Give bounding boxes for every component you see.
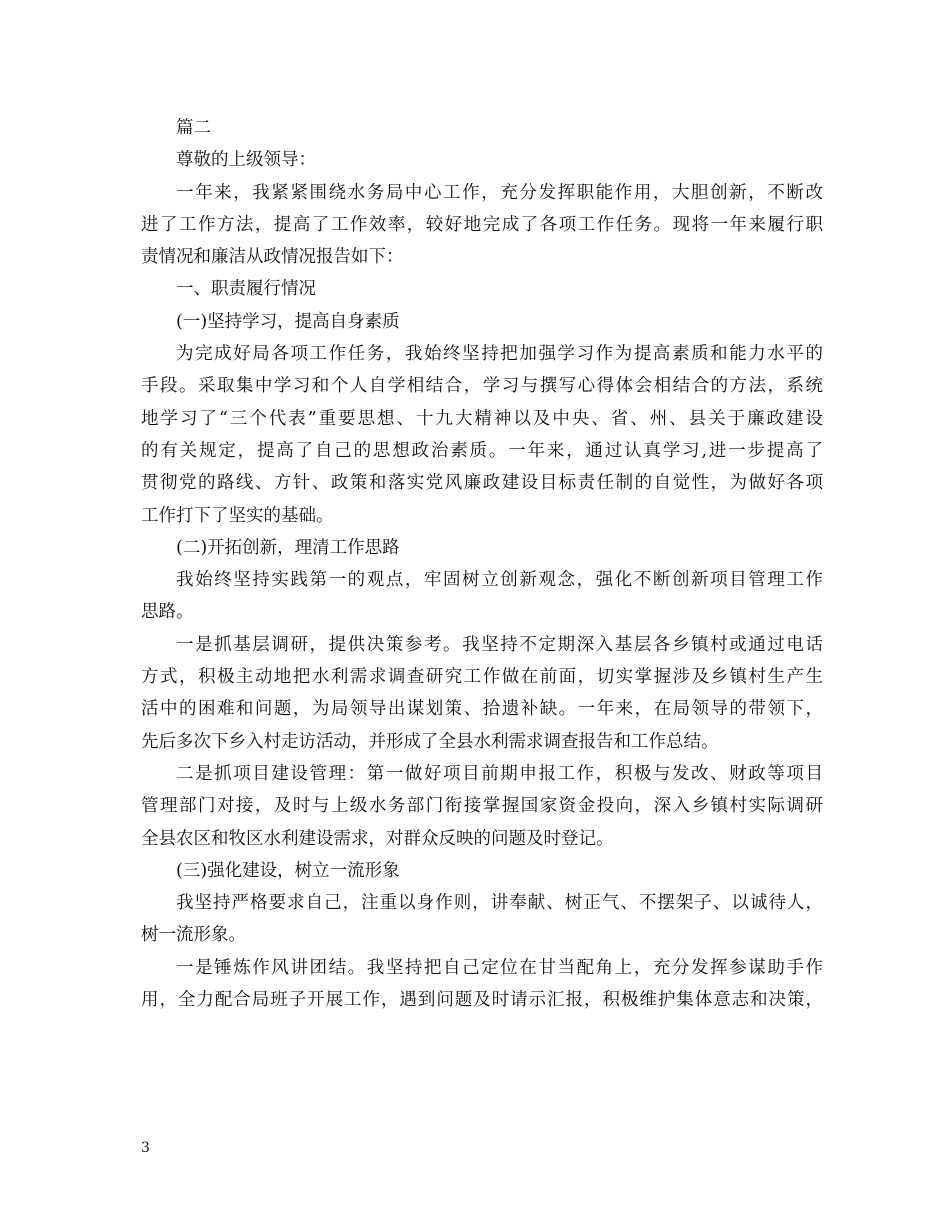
paragraph-line: 树一流形象。 (141, 925, 246, 946)
subsection-heading: (三)强化建设，树立一流形象 (176, 860, 400, 881)
paragraph-line: 活中的困难和问题，为局领导出谋划策、拾遗补缺。一年来，在局领导的带领下， (141, 699, 823, 720)
paragraph-line: 手段。采取集中学习和个人自学相结合，学习与撰写心得体会相结合的方法，系统 (141, 376, 823, 397)
paragraph-line: 我始终坚持实践第一的观点，牢固树立创新观念，强化不断创新项目管理工作 (176, 570, 823, 591)
paragraph-line: 一是锤炼作风讲团结。我坚持把自己定位在甘当配角上，充分发挥参谋助手作 (176, 957, 823, 978)
section-heading: 篇二 (176, 118, 211, 138)
paragraph-line: 一是抓基层调研，提供决策参考。我坚持不定期深入基层各乡镇村或通过电话 (176, 634, 823, 655)
salutation: 尊敬的上级领导： (176, 150, 316, 171)
paragraph-line: 一年来，我紧紧围绕水务局中心工作，充分发挥职能作用，大胆创新，不断改 (176, 182, 823, 203)
paragraph-line: 先后多次下乡入村走访活动，并形成了全县水利需求调查报告和工作总结。 (141, 731, 719, 752)
paragraph-line: 管理部门对接，及时与上级水务部门衔接掌握国家资金投向，深入乡镇村实际调研 (141, 796, 823, 817)
page-number: 3 (141, 1140, 150, 1156)
paragraph-line: 用，全力配合局班子开展工作，遇到问题及时请示汇报，积极维护集体意志和决策， (141, 990, 823, 1011)
subsection-heading: 一、职责履行情况 (176, 279, 316, 300)
paragraph-line: 我坚持严格要求自己，注重以身作则，讲奉献、树正气、不摆架子、以诚待人， (176, 893, 823, 914)
subsection-heading: (一)坚持学习，提高自身素质 (176, 311, 400, 332)
paragraph-line: 方式，积极主动地把水利需求调查研究工作做在前面，切实掌握涉及乡镇村生产生 (141, 667, 823, 688)
paragraph-line: 贯彻党的路线、方针、政策和落实党风廉政建设目标责任制的自觉性，为做好各项 (141, 473, 823, 494)
paragraph-line: 为完成好局各项工作任务，我始终坚持把加强学习作为提高素质和能力水平的 (176, 344, 823, 365)
paragraph-line: 地学习了“三个代表”重要思想、十九大精神以及中央、省、州、县关于廉政建设 (141, 408, 823, 429)
document-body (141, 112, 823, 1016)
paragraph-line: 的有关规定，提高了自己的思想政治素质。一年来，通过认真学习,进一步提高了 (141, 440, 823, 461)
paragraph-line: 全县农区和牧区水利建设需求，对群众反映的问题及时登记。 (141, 828, 614, 849)
paragraph-line: 进了工作方法，提高了工作效率，较好地完成了各项工作任务。现将一年来履行职 (141, 214, 823, 235)
paragraph-line: 思路。 (141, 602, 194, 623)
paragraph-line: 二是抓项目建设管理：第一做好项目前期申报工作，积极与发改、财政等项目 (176, 763, 823, 784)
subsection-heading: (二)开拓创新，理清工作思路 (176, 537, 400, 558)
paragraph-line: 工作打下了坚实的基础。 (141, 505, 334, 526)
paragraph-line: 责情况和廉洁从政情况报告如下： (141, 247, 404, 268)
